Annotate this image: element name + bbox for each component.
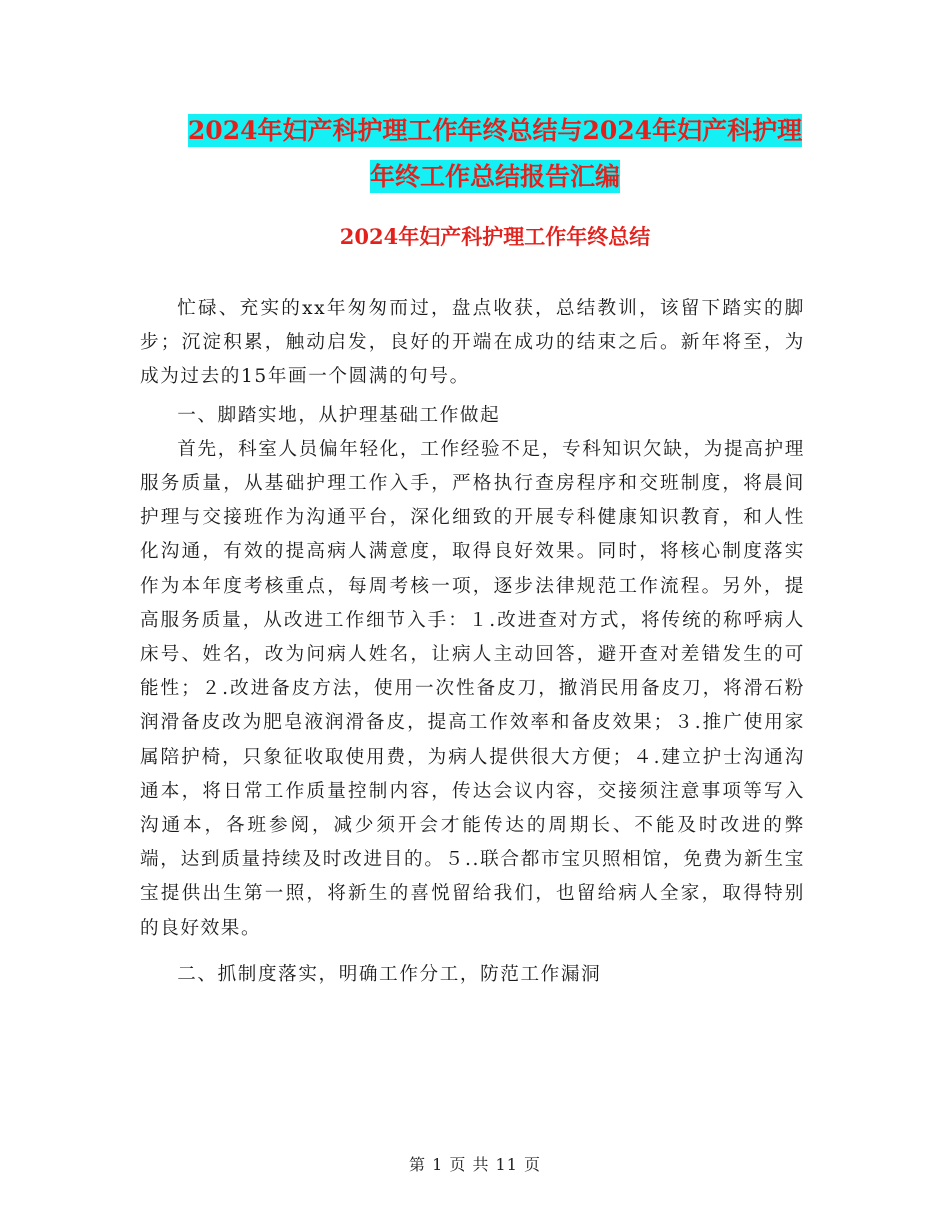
page-footer: 第 1 页 共 11 页	[409, 1155, 541, 1174]
title-line-2: 年终工作总结报告汇编	[369, 162, 620, 191]
paragraph-heading-2: 二、抓制度落实，明确工作分工，防范工作漏洞	[177, 963, 602, 985]
paragraph-heading-1: 一、脚踏实地，从护理基础工作做起	[177, 404, 501, 426]
document-body	[140, 292, 805, 992]
section-title: 2024年妇产科护理工作年终总结	[339, 224, 651, 249]
paragraph-body-1: 首先，科室人员偏年轻化，工作经验不足，专科知识欠缺，为提高护理服务质量，从基础护理工作入手，严格执行查房程序和交班制度，将晨间护理与交接班作为沟通平台，深化细致的开展专科健康知识教育，和人性化沟通，有效的提高病人满意度，取得良好效果。同时，将核心制度落实作为本年度考核重点，每周考核一项，逐步法律规范工作流程。另外，提高服务质量，从改进工作细节入手：１.改进查对方式，将传统的称呼病人床号、姓名，改为问病人姓名，让病人主动回答，避开查对差错发生的可能性；２.改进备皮方法，使用一次性备皮刀，撤消民用备皮刀，将滑石粉润滑备皮改为肥皂液润滑备皮，提高工作效率和备皮效果；３.推广使用家属陪护椅，只象征收取使用费，为病人提供很大方便；４.建立护士沟通沟通本，将日常工作质量控制内容，传达会议内容，交接须注意事项等写入沟通本，各班参阅，减少须开会才能传达的周期长、不能及时改进的弊端，达到质量持续及时改进目的。５..联合都市宝贝照相馆，免费为新生宝宝提供出生第一照，将新生的喜悦留给我们，也留给病人全家，取得特别的良好效果。	[140, 438, 805, 939]
document-title	[140, 108, 850, 200]
title-line-1: 2024年妇产科护理工作年终总结与2024年妇产科护理	[187, 116, 803, 145]
paragraph-intro: 忙碌、充实的xx年匆匆而过，盘点收获，总结教训，该留下踏实的脚步；沉淀积累，触动启发，良好的开端在成功的结束之后。新年将至，为成为过去的15年画一个圆满的句号。	[140, 298, 805, 388]
